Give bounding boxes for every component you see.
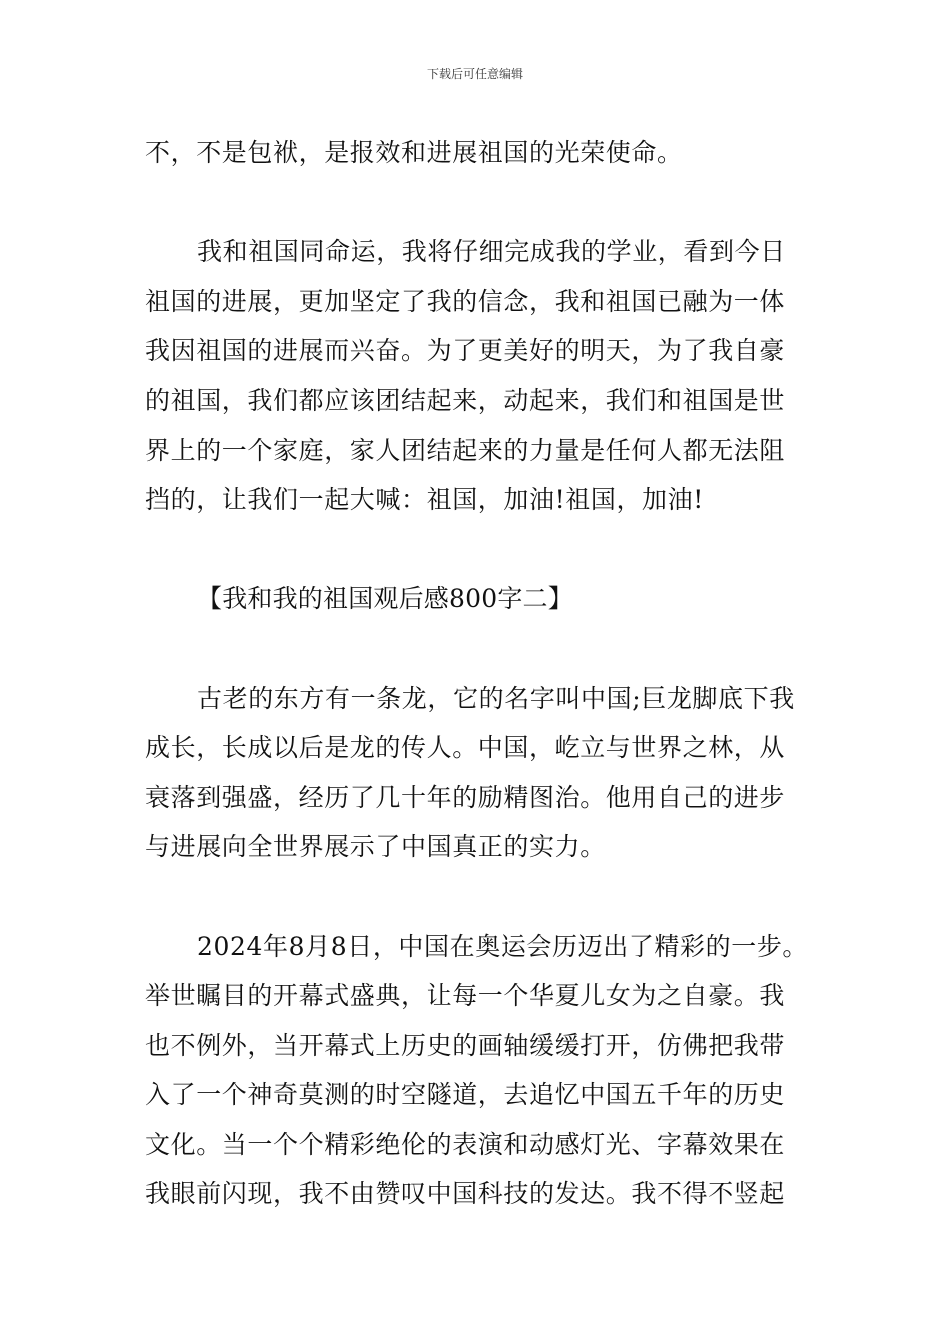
text-line: 成长，长成以后是龙的传人。中国，屹立与世界之林，从: [145, 733, 786, 763]
text-line: 挡的，让我们一起大喊：祖国，加油!祖国，加油!: [145, 485, 704, 515]
paragraph-gap: [145, 624, 810, 674]
paragraph-1: [145, 227, 810, 525]
text-line: 的祖国，我们都应该团结起来，动起来，我们和祖国是世: [145, 385, 786, 415]
paragraph-0: [145, 128, 810, 178]
section-heading: [145, 574, 810, 624]
text-line: 界上的一个家庭，家人团结起来的力量是任何人都无法阻: [145, 435, 786, 465]
paragraph-gap: [145, 872, 810, 922]
text-line: 古老的东方有一条龙，它的名字叫中国;巨龙脚底下我: [197, 683, 795, 713]
paragraph-2: [145, 674, 810, 872]
text-line: 我和祖国同命运，我将仔细完成我的学业，看到今日: [197, 237, 786, 267]
text-line: 2024年8月8日，中国在奥运会历迈出了精彩的一步。: [197, 931, 809, 961]
paragraph-gap: [145, 178, 810, 228]
text-line: 举世瞩目的开幕式盛典，让每一个华夏儿女为之自豪。我: [145, 981, 786, 1011]
text-line: 与进展向全世界展示了中国真正的实力。: [145, 832, 606, 862]
text-line: 不，不是包袱，是报效和进展祖国的光荣使命。: [145, 138, 683, 167]
text-line: 我眼前闪现，我不由赞叹中国科技的发达。我不得不竖起: [145, 1179, 786, 1209]
document-body: [145, 128, 810, 1219]
text-line: 我因祖国的进展而兴奋。为了更美好的明天，为了我自豪: [145, 336, 786, 366]
paragraph-3: [145, 922, 810, 1220]
text-line: 文化。当一个个精彩绝伦的表演和动感灯光、字幕效果在: [145, 1129, 786, 1159]
text-line: 祖国的进展，更加坚定了我的信念，我和祖国已融为一体: [145, 286, 786, 316]
text-line: 入了一个神奇莫测的时空隧道，去追忆中国五千年的历史: [145, 1080, 786, 1110]
page-header: 下载后可任意编辑: [426, 67, 523, 81]
paragraph-gap: [145, 525, 810, 575]
text-line: 衰落到强盛，经历了几十年的励精图治。他用自己的进步: [145, 782, 786, 812]
text-line: 也不例外，当开幕式上历史的画轴缓缓打开，仿佛把我带: [145, 1030, 786, 1060]
section-heading-text: 【我和我的祖国观后感800字二】: [197, 584, 573, 614]
